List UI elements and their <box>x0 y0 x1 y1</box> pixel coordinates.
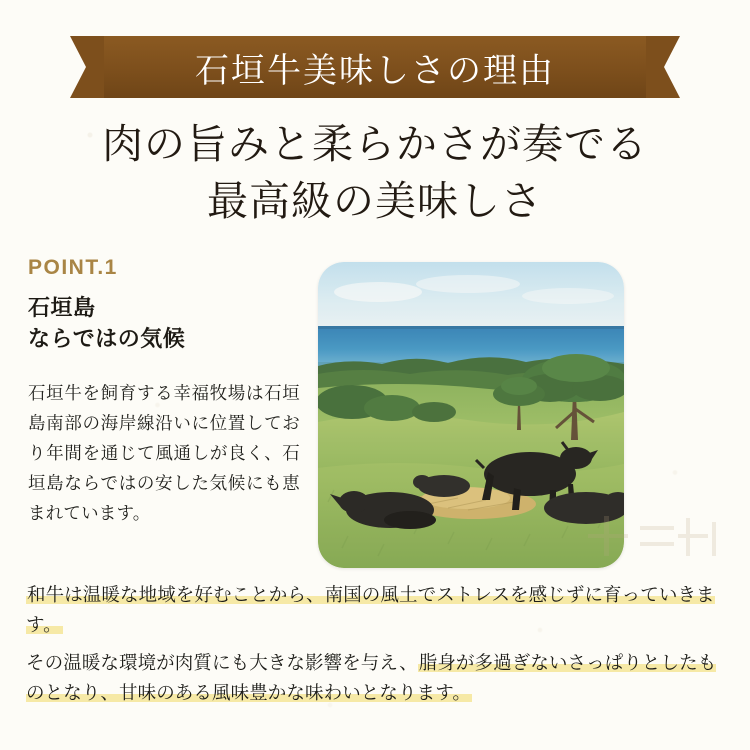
point-label: POINT.1 <box>28 256 118 279</box>
paragraph-1-highlight: 和牛は温暖な地域を好むことから、南国の風土でストレスを感じずに育っていきます。 <box>26 584 715 635</box>
point-subheading-line-1: 石垣島 <box>28 295 96 320</box>
pasture-photo <box>318 262 624 568</box>
point-body-text: 石垣牛を飼育する幸福牧場は石垣島南部の海岸線沿いに位置しており年間を通じて風通しが良く、石垣島ならではの安した気候にも恵まれています。 <box>28 383 300 524</box>
ribbon-tail-right <box>646 36 680 98</box>
ribbon-body <box>104 36 646 98</box>
pasture-photo-image <box>318 262 624 568</box>
headline-line-1: 肉の旨みと柔らかさが奏でる <box>102 120 648 168</box>
point-subheading-line-2: ならではの気候 <box>28 326 186 352</box>
paragraph-2-highlight: 脂身が多過ぎないさっぱりとしたものとなり、甘味のある風味豊かな味わいとなります。 <box>26 652 717 703</box>
banner-title: 石垣牛美味しさの理由 <box>195 50 555 91</box>
paragraph-1 <box>26 580 726 640</box>
banner <box>0 36 750 98</box>
page-title <box>0 118 750 229</box>
headline-line-2: 最高級の美味しさ <box>207 177 543 226</box>
ribbon-tail-left <box>70 36 104 98</box>
point-subheading <box>28 292 185 354</box>
paragraph-2-plain: その温暖な環境が肉質にも大きな影響を与え、 <box>26 652 418 673</box>
paragraph-2 <box>26 648 726 708</box>
